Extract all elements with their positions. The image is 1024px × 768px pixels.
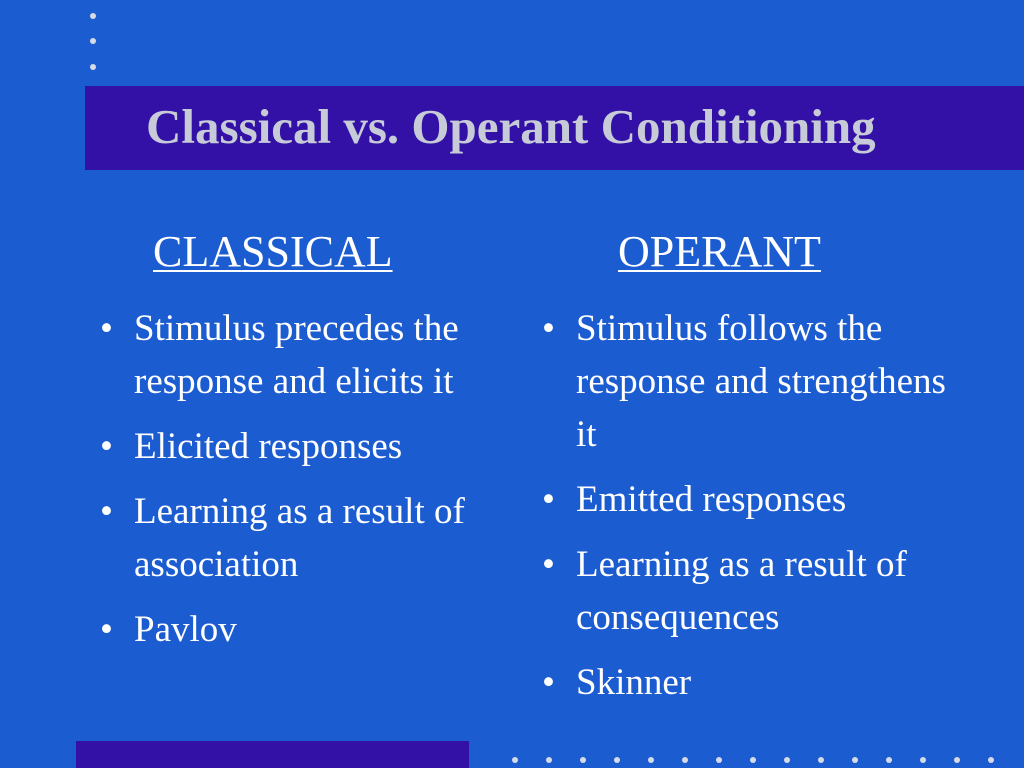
list-item — [96, 603, 508, 656]
list-item — [538, 473, 958, 526]
bullet-icon: • — [100, 426, 113, 467]
decor-dot — [750, 757, 756, 763]
bullet-icon: • — [100, 491, 113, 532]
decor-dot — [546, 757, 552, 763]
list-item — [538, 302, 958, 461]
operant-column — [538, 226, 958, 721]
decor-dot — [682, 757, 688, 763]
decor-dot — [580, 757, 586, 763]
decor-dot — [90, 13, 96, 19]
list-item-text: Learning as a result of consequences — [576, 544, 907, 638]
decor-dot — [954, 757, 960, 763]
classical-heading: CLASSICAL — [153, 227, 393, 276]
decor-dot — [648, 757, 654, 763]
list-item-text: Pavlov — [134, 609, 237, 650]
bullet-icon: • — [542, 479, 555, 520]
operant-list — [538, 302, 958, 709]
bullet-icon: • — [100, 609, 113, 650]
decor-dot — [90, 64, 96, 70]
list-item — [96, 485, 508, 591]
bottom-band — [76, 741, 469, 768]
decor-dot — [90, 38, 96, 44]
operant-heading: OPERANT — [618, 227, 821, 276]
list-item-text: Stimulus precedes the response and elicits it — [134, 308, 459, 402]
list-item — [96, 420, 508, 473]
classical-list — [96, 302, 508, 656]
list-item-text: Learning as a result of association — [134, 491, 465, 585]
decor-dot — [920, 757, 926, 763]
decor-dot — [818, 757, 824, 763]
list-item-text: Emitted responses — [576, 479, 847, 520]
decor-dot — [614, 757, 620, 763]
slide-title: Classical vs. Operant Conditioning — [146, 99, 876, 154]
bullet-icon: • — [100, 308, 113, 349]
classical-column — [96, 226, 508, 668]
list-item-text: Skinner — [576, 662, 692, 703]
list-item-text: Elicited responses — [134, 426, 403, 467]
decor-dot — [852, 757, 858, 763]
decor-dot — [988, 757, 994, 763]
decor-dot — [512, 757, 518, 763]
list-item — [538, 538, 958, 644]
decor-dot — [886, 757, 892, 763]
list-item — [538, 656, 958, 709]
bullet-icon: • — [542, 544, 555, 585]
decor-dot — [716, 757, 722, 763]
bullet-icon: • — [542, 662, 555, 703]
list-item — [96, 302, 508, 408]
decor-dot — [784, 757, 790, 763]
bullet-icon: • — [542, 308, 555, 349]
list-item-text: Stimulus follows the response and strengthens it — [576, 308, 946, 455]
